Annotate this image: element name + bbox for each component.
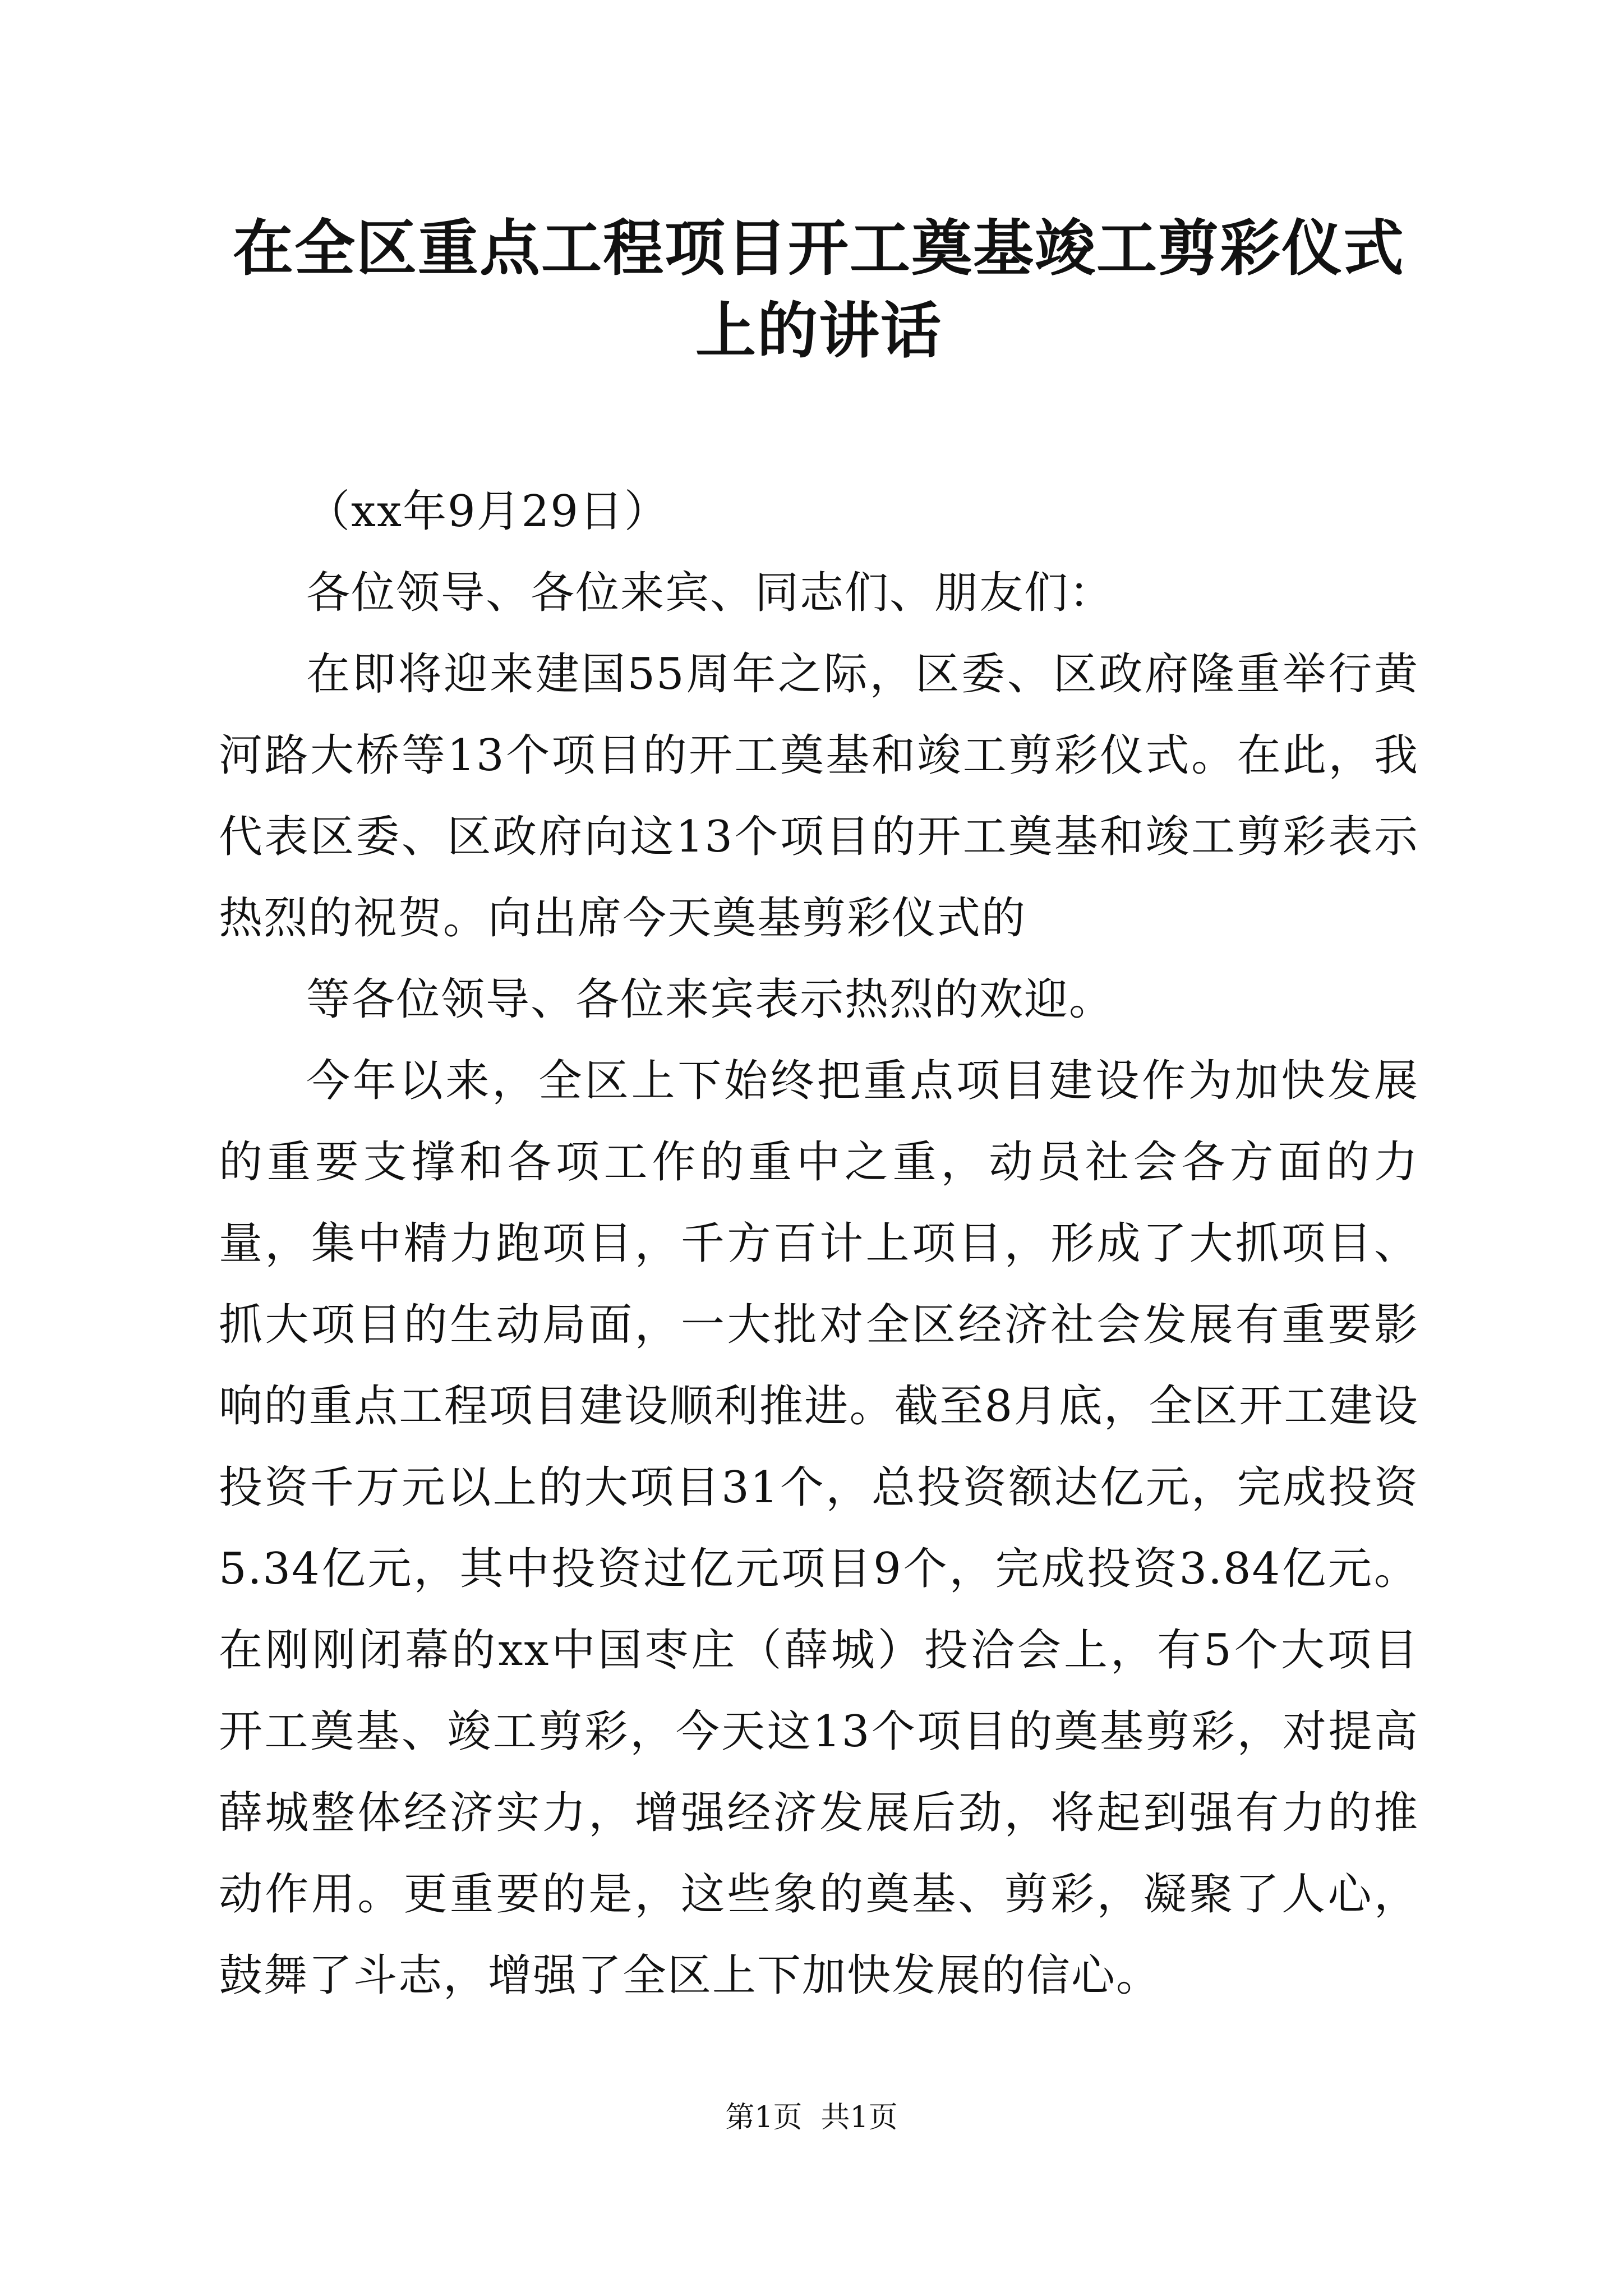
paragraph: 在即将迎来建国55周年之际，区委、区政府隆重举行黄河路大桥等13个项目的开工奠基和竣工剪彩仪式。在此，我代表区委、区政府向这13个项目的开工奠基和竣工剪彩表示热烈的祝贺。向出席今天奠基剪彩仪式的	[219, 649, 1419, 944]
paragraph: 等各位领导、各位来宾表示热烈的欢迎。	[306, 974, 1114, 1025]
document-body	[219, 471, 1419, 2017]
document-title: 在全区重点工程项目开工奠基竣工剪彩仪式上的讲话	[232, 213, 1405, 366]
paragraph: 今年以来，全区上下始终把重点项目建设作为加快发展的重要支撑和各项工作的重中之重，动员社会各方面的力量，集中精力跑项目，千方百计上项目，形成了大抓项目、抓大项目的生动局面，一大批对全区经济社会发展有重要影响的重点工程项目建设顺利推进。截至8月底，全区开工建设投资千万元以上的大项目31个，总投资额达亿元，完成投资5.34亿元，其中投资过亿元项目9个，完成投资3.84亿元。在刚刚闭幕的xx中国枣庄（薛城）投洽会上，有5个大项目开工奠基、竣工剪彩，今天这13个项目的奠基剪彩，对提高薛城整体经济实力，增强经济发展后劲，将起到强有力的推动作用。更重要的是，这些象的奠基、剪彩，凝聚了人心，鼓舞了斗志，增强了全区上下加快发展的信心。	[219, 1056, 1419, 2001]
date-line: （xx年9月29日）	[306, 486, 669, 537]
page-number: 第1页 共1页	[725, 2101, 898, 2134]
salutation: 各位领导、各位来宾、同志们、朋友们：	[306, 568, 1114, 618]
page-footer	[0, 2098, 1623, 2137]
